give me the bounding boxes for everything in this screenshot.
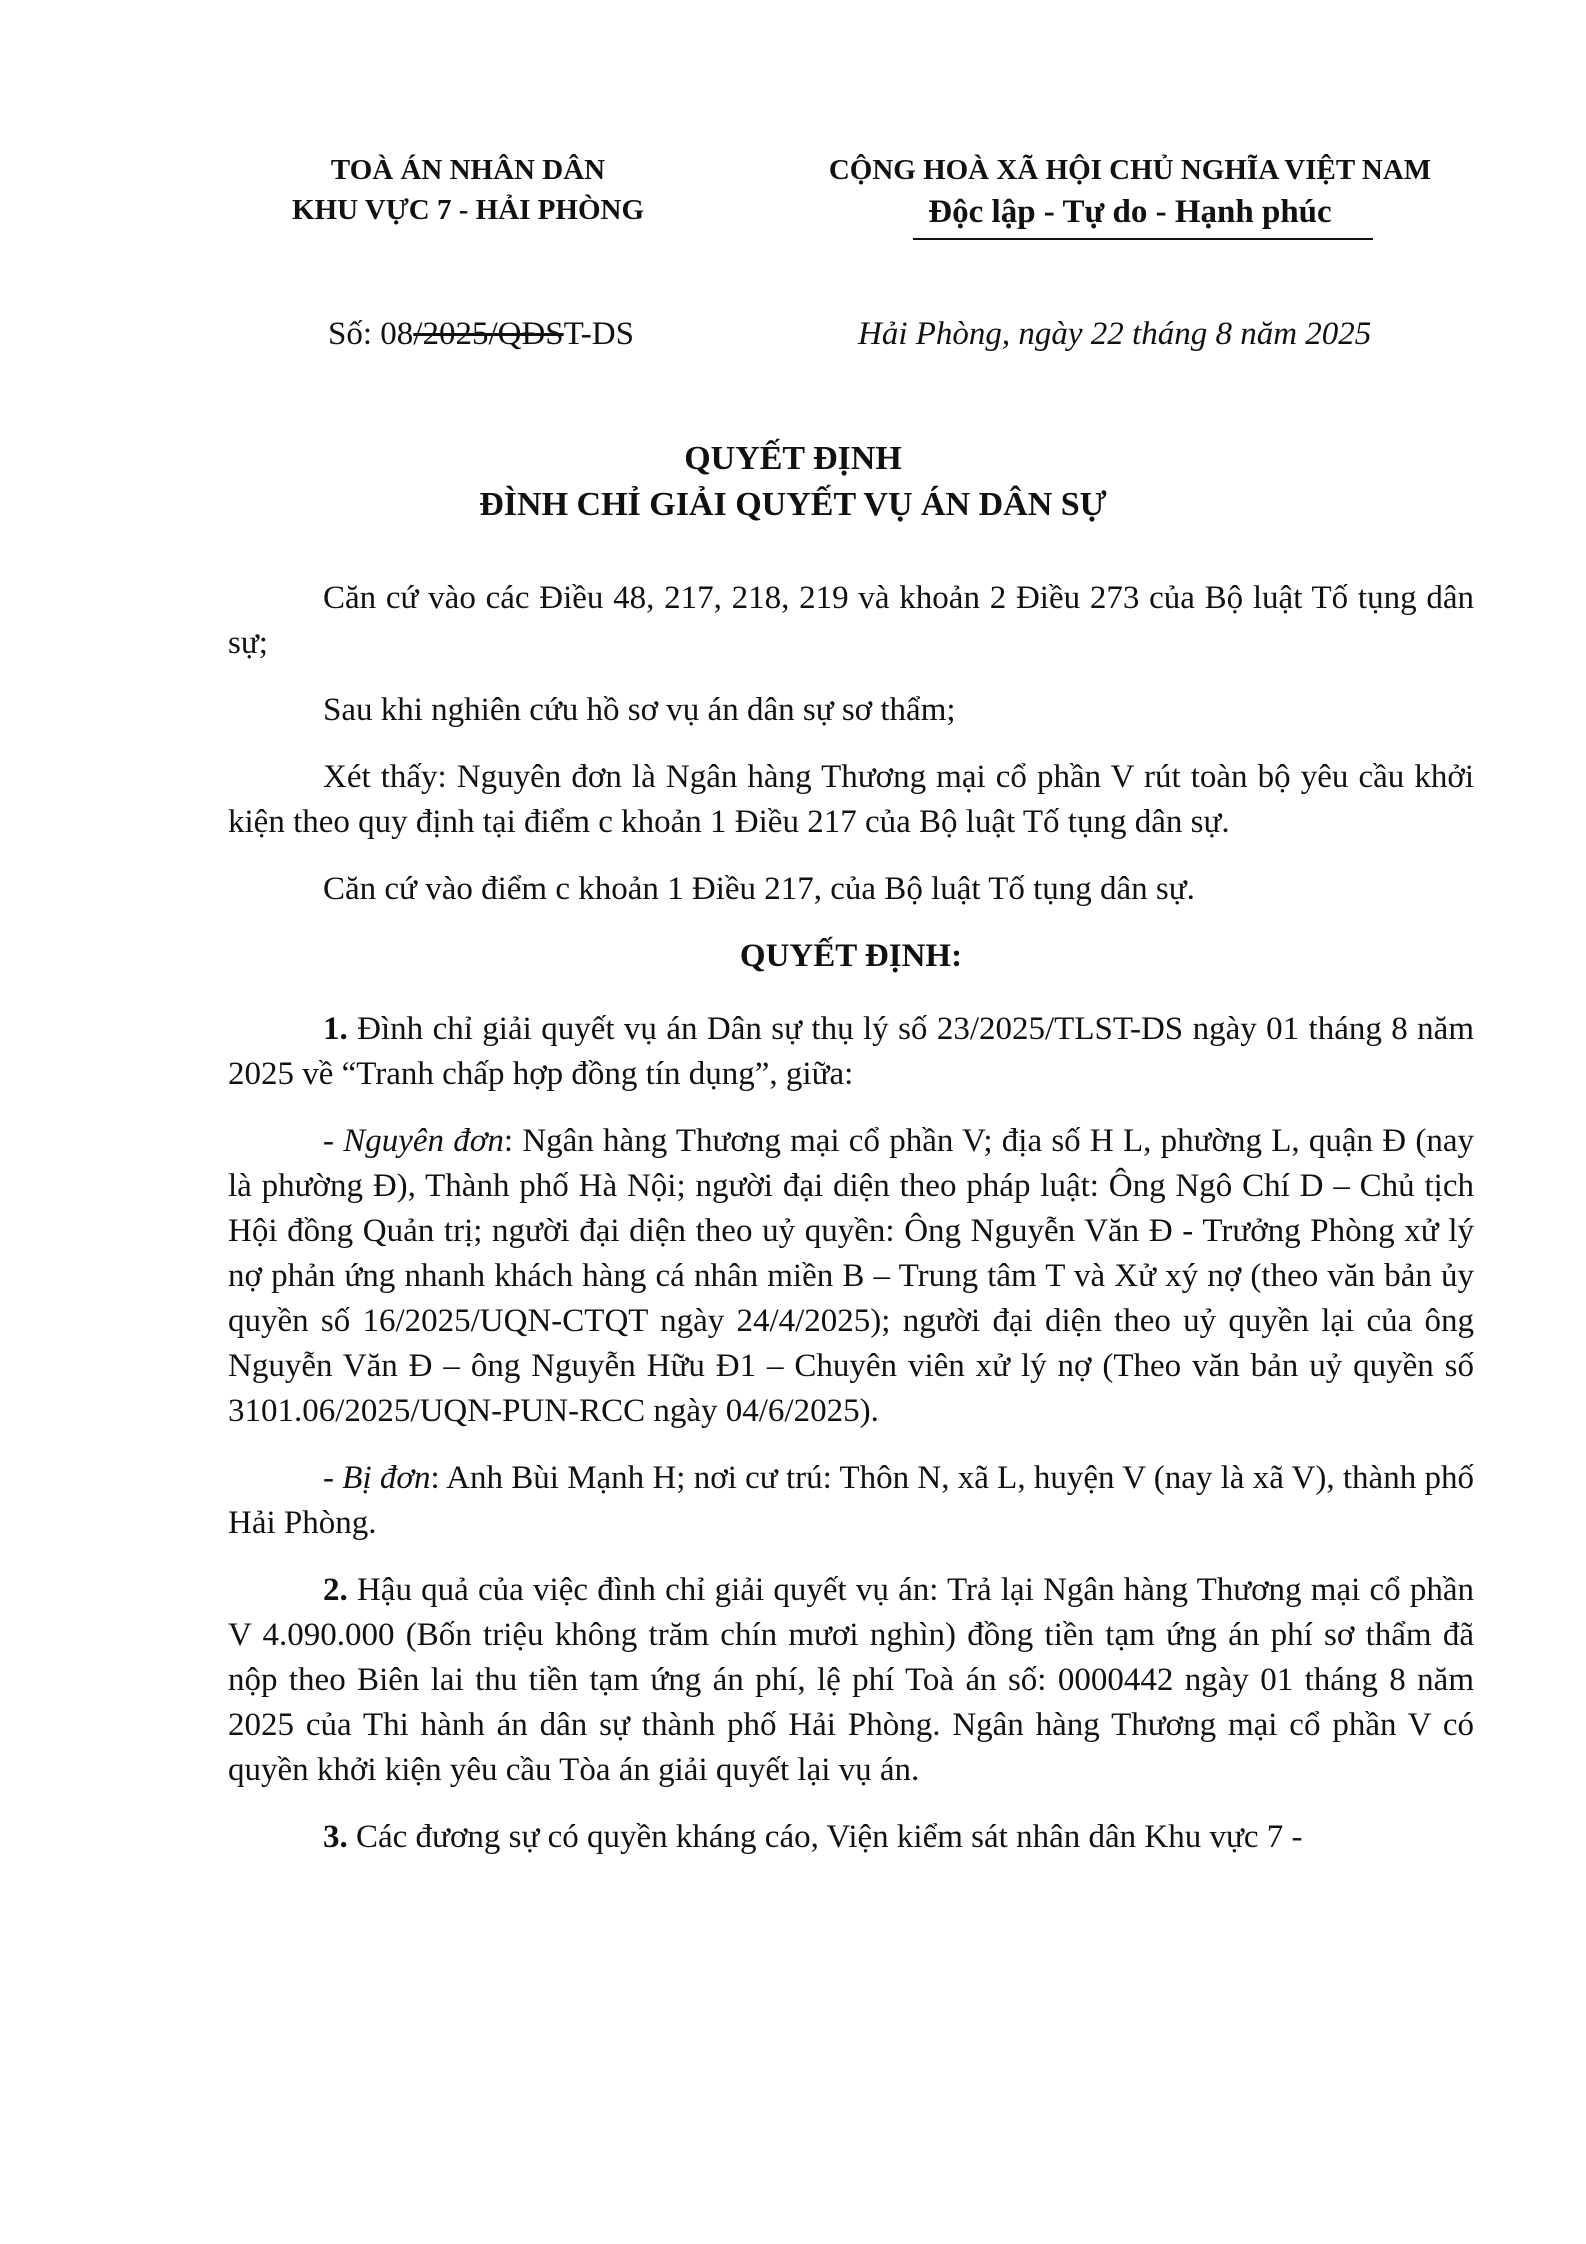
document-number [328, 312, 634, 356]
defendant-label: Bị đơn [342, 1460, 431, 1496]
number-part: 08 [380, 316, 414, 352]
decision-item-1 [228, 1007, 1474, 1097]
preamble-basis: Căn cứ vào điểm c khoản 1 Điều 217, của Bộ luật Tố tụng dân sự. [323, 871, 1195, 907]
item-text: Các đương sự có quyền kháng cáo, Viện kiểm sát nhân dân Khu vực 7 - [347, 1819, 1303, 1855]
title-line-2: ĐÌNH CHỈ GIẢI QUYẾT VỤ ÁN DÂN SỰ [479, 486, 1107, 523]
decision-item-3 [228, 1815, 1474, 1860]
national-motto: Độc lập - Tự do - Hạnh phúc [928, 194, 1332, 230]
court-region: KHU VỰC 7 - HẢI PHÒNG [291, 194, 645, 226]
plaintiff-text: : Ngân hàng Thương mại cổ phần V; địa số H L, phường L, quận Đ (nay là phường Đ), Thành phố Hà Nội; người đại diện theo pháp luật: Ông Ngô Chí D – Chủ tịch Hội đồng Quản trị; người đại diện theo uỷ quyền: Ông Nguyễn Văn Đ - Trưởng Phòng xử lý nợ phản ứng nhanh khách hàng cá nhân miền B – Trung tâm T và Xử xý nợ (theo văn bản ủy quyền số 16/2025/UQN-CTQT ngày 24/4/2025); người đại diện theo uỷ quyền lại của ông Nguyễn Văn Đ – ông Nguyễn Hữu Đ1 – Chuyên viên xử lý nợ (Theo văn bản uỷ quyền số 3101.06/2025/UQN-PUN-RCC ngày 04/6/2025). [228, 1123, 1474, 1429]
item-number: 1. [323, 1011, 348, 1047]
dash: - [323, 1460, 343, 1496]
preamble-finding: Xét thấy: Nguyên đơn là Ngân hàng Thương mại cổ phần V rút toàn bộ yêu cầu khởi kiện theo quy định tại điểm c khoản 1 Điều 217 của Bộ luật Tố tụng dân sự. [228, 759, 1474, 840]
defendant-text: : Anh Bùi Mạnh H; nơi cư trú: Thôn N, xã L, huyện V (nay là xã V), thành phố Hải Phòng. [228, 1460, 1474, 1541]
item-text: Đình chỉ giải quyết vụ án Dân sự thụ lý số 23/2025/TLST-DS ngày 01 tháng 8 năm 2025 về “Tranh chấp hợp đồng tín dụng”, giữa: [228, 1011, 1474, 1092]
number-struck-part: /2025/QĐS [413, 316, 564, 352]
dash: - [323, 1123, 344, 1159]
defendant-paragraph [228, 1456, 1474, 1546]
decision-item-2 [228, 1568, 1474, 1793]
title-line-1: QUYẾT ĐỊNH [684, 440, 902, 477]
number-prefix: Số: [328, 316, 381, 352]
document-date: Hải Phòng, ngày 22 tháng 8 năm 2025 [858, 316, 1372, 352]
preamble-review: Sau khi nghiên cứu hồ sơ vụ án dân sự sơ thẩm; [323, 692, 956, 728]
document-body [228, 576, 1474, 1882]
nation-header [760, 150, 1500, 234]
number-suffix: T-DS [563, 316, 634, 352]
preamble-legal-basis: Căn cứ vào các Điều 48, 217, 218, 219 và khoản 2 Điều 273 của Bộ luật Tố tụng dân sự; [228, 580, 1474, 661]
item-number: 3. [323, 1819, 348, 1855]
item-number: 2. [323, 1572, 348, 1608]
court-name: TOÀ ÁN NHÂN DÂN [330, 154, 606, 186]
document-title [0, 436, 1586, 528]
nation-name: CỘNG HOÀ XÃ HỘI CHỦ NGHĨA VIỆT NAM [828, 154, 1432, 186]
plaintiff-paragraph [228, 1119, 1474, 1434]
plaintiff-label: Nguyên đơn [343, 1123, 504, 1159]
decision-heading: QUYẾT ĐỊNH: [739, 938, 963, 974]
item-text: Hậu quả của việc đình chỉ giải quyết vụ án: Trả lại Ngân hàng Thương mại cổ phần V 4.090.000 (Bốn triệu không trăm chín mươi nghìn) đồng tiền tạm ứng án phí sơ thẩm đã nộp theo Biên lai thu tiền tạm ứng án phí, lệ phí Toà án số: 0000442 ngày 01 tháng 8 năm 2025 của Thi hành án dân sự thành phố Hải Phòng. Ngân hàng Thương mại cổ phần V có quyền khởi kiện yêu cầu Tòa án giải quyết lại vụ án. [228, 1572, 1474, 1788]
motto-underline [913, 238, 1373, 240]
court-header [248, 150, 688, 230]
